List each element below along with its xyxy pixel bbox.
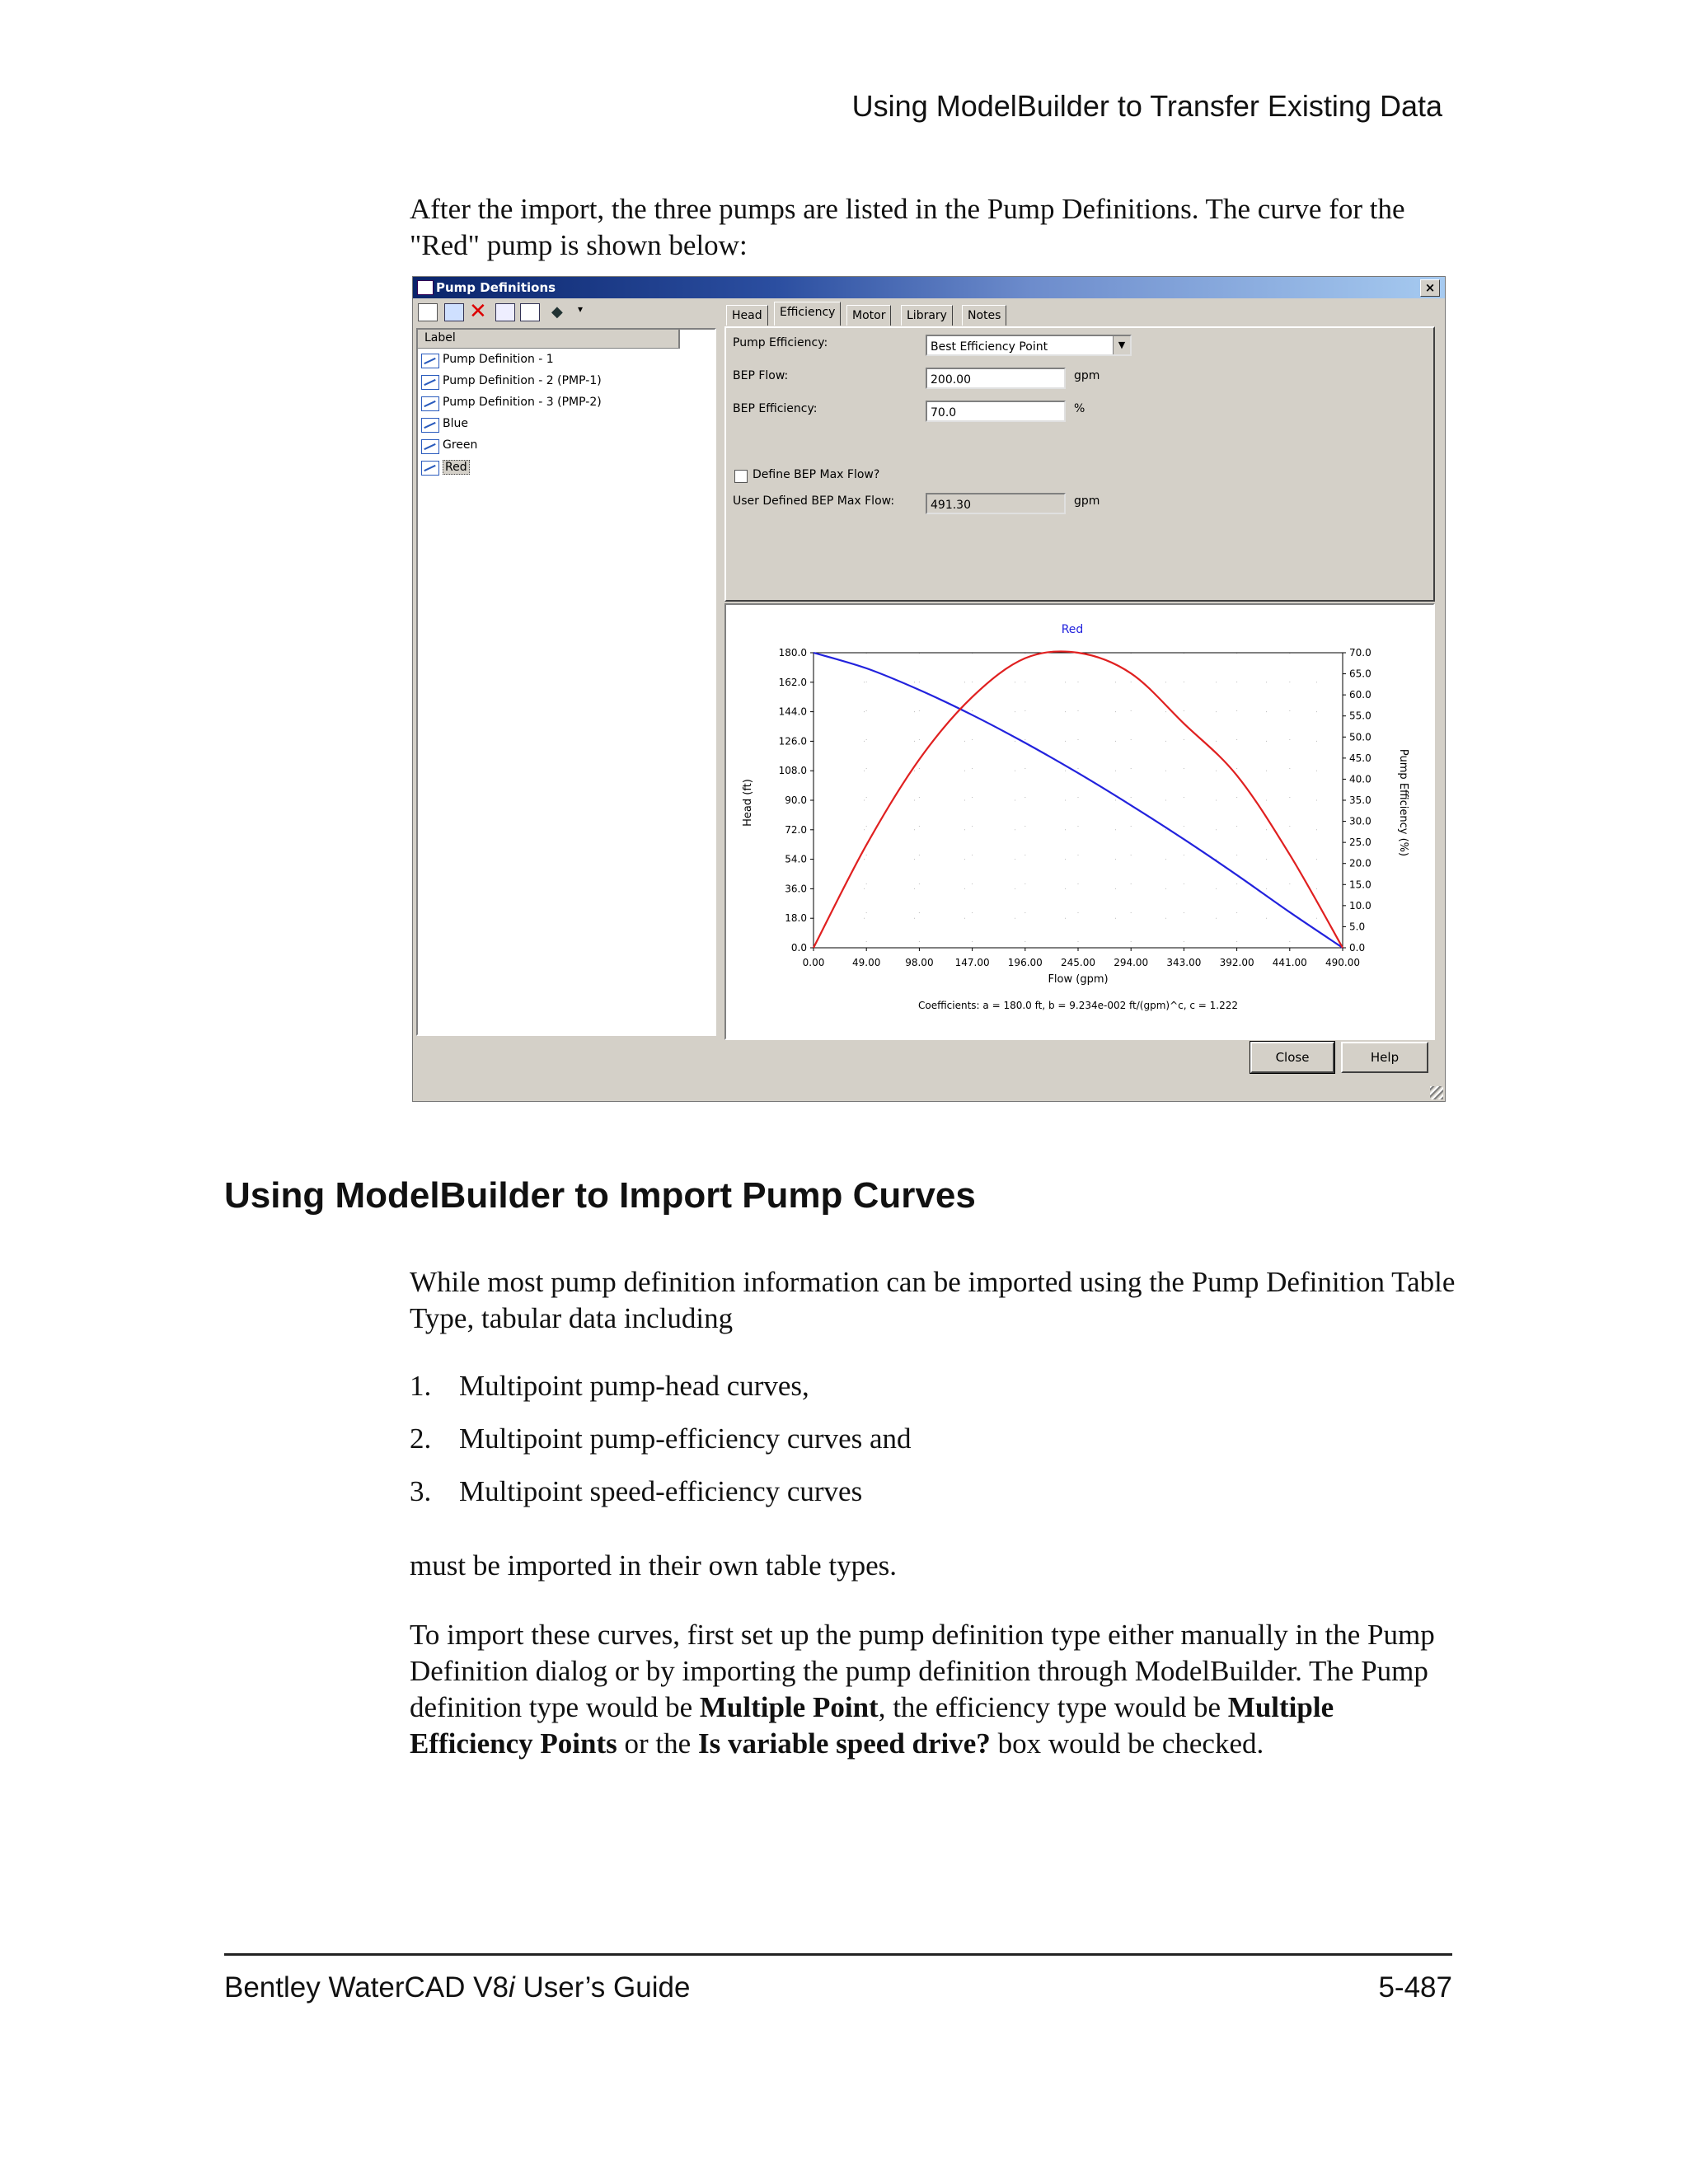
- list-item: [410, 1474, 1456, 1526]
- bep-flow-unit: gpm: [1074, 369, 1100, 382]
- chart-title: Red: [1061, 623, 1084, 636]
- y-tick-label: 0.0: [790, 942, 807, 954]
- list-number: 2.: [410, 1422, 432, 1455]
- close-icon[interactable]: ×: [1420, 279, 1440, 297]
- bep-flow-label: BEP Flow:: [733, 369, 789, 382]
- x-tick-label: 98.00: [905, 957, 934, 968]
- y-tick-label: 126.0: [778, 735, 807, 748]
- y-tick-label: 144.0: [778, 705, 807, 718]
- x-tick-label: 343.00: [1166, 957, 1202, 968]
- y2-tick-label: 55.0: [1349, 710, 1372, 722]
- pump-curve-icon: [421, 461, 439, 476]
- footer-text: Bentley WaterCAD V8: [224, 1971, 509, 2004]
- tab-efficiency[interactable]: Efficiency: [774, 302, 841, 326]
- paragraph-text: To import these curves, first set up the pump definition type either manually in the Pump Definition dialog or by importing the pump definition through ModelBuilder. The Pump definition type would be: [410, 1619, 1435, 1723]
- list-item-label: Pump Definition - 2 (PMP-1): [443, 374, 602, 387]
- y2-tick-label: 15.0: [1349, 879, 1372, 891]
- x-tick-label: 490.00: [1325, 957, 1360, 968]
- pump-curve-icon: [421, 439, 439, 454]
- x-tick-label: 294.00: [1114, 957, 1149, 968]
- x-tick-label: 441.00: [1272, 957, 1307, 968]
- user-max-flow-label: User Defined BEP Max Flow:: [733, 494, 895, 508]
- paragraph: must be imported in their own table types.: [410, 1549, 898, 1582]
- y2-tick-label: 50.0: [1349, 731, 1372, 743]
- y-tick-label: 36.0: [785, 883, 807, 895]
- delete-icon[interactable]: ✕: [469, 299, 487, 324]
- list-item: [410, 1421, 1456, 1474]
- list-text: Multipoint pump-head curves,: [459, 1370, 809, 1402]
- bep-efficiency-field[interactable]: 70.0: [926, 401, 1066, 422]
- list-item-label: Pump Definition - 1: [443, 353, 554, 366]
- pump-curve-chart-pane: [724, 603, 1435, 1040]
- list-item-label: Red: [443, 460, 470, 475]
- define-max-flow-label: Define BEP Max Flow?: [753, 468, 880, 481]
- paragraph-text: box would be checked.: [990, 1727, 1264, 1760]
- list-number: 3.: [410, 1475, 432, 1507]
- y-tick-label: 162.0: [778, 676, 807, 688]
- bep-flow-field[interactable]: 200.00: [926, 368, 1066, 389]
- y2-tick-label: 30.0: [1349, 815, 1372, 827]
- y2-tick-label: 35.0: [1349, 794, 1372, 806]
- x-axis-label: Flow (gpm): [1048, 973, 1109, 986]
- pump-definitions-dialog: [412, 276, 1446, 1102]
- user-max-flow-unit: gpm: [1074, 494, 1100, 508]
- paragraph-text: or the: [617, 1727, 698, 1760]
- resize-grip-icon[interactable]: [1430, 1086, 1443, 1099]
- bep-efficiency-label: BEP Efficiency:: [733, 402, 818, 415]
- numbered-list: [410, 1368, 1456, 1526]
- coefficients-text: Coefficients: a = 180.0 ft, b = 9.234e-002 ft/(gpm)^c, c = 1.222: [917, 1000, 1239, 1011]
- new-icon[interactable]: [418, 303, 438, 321]
- list-number: 1.: [410, 1370, 432, 1402]
- page-number: 5-487: [1378, 1971, 1452, 2004]
- y2-tick-label: 65.0: [1349, 668, 1372, 680]
- list-item-label: Blue: [443, 417, 468, 430]
- toolbar: [413, 300, 718, 325]
- pump-efficiency-value: Best Efficiency Point: [931, 340, 1048, 354]
- pump-efficiency-label: Pump Efficiency:: [733, 336, 828, 349]
- y2-tick-label: 5.0: [1349, 921, 1366, 933]
- footer-title: [224, 1971, 690, 2004]
- paragraph: [410, 1617, 1456, 1762]
- synchronize-icon[interactable]: ◆: [551, 303, 563, 321]
- x-axis-ticks: [803, 948, 1360, 968]
- footer-italic: i: [508, 1971, 515, 2004]
- bold-term: Is variable speed drive?: [697, 1727, 991, 1760]
- dialog-title: Pump Definitions: [436, 280, 556, 295]
- tab-library[interactable]: Library: [901, 305, 953, 326]
- tab-motor[interactable]: Motor: [846, 305, 891, 326]
- close-button[interactable]: Close: [1250, 1042, 1334, 1073]
- y-tick-label: 72.0: [785, 823, 807, 836]
- pump-definitions-icon: [417, 280, 434, 295]
- x-tick-label: 0.00: [802, 957, 825, 968]
- y-tick-label: 108.0: [778, 765, 807, 777]
- series-lines: [814, 651, 1343, 948]
- bep-efficiency-unit: %: [1074, 402, 1085, 415]
- bold-term: Multiple Point: [699, 1691, 879, 1723]
- y2-axis-label: Pump Efficiency (%): [1397, 748, 1409, 857]
- y-axis-label: Head (ft): [742, 779, 754, 827]
- dropdown-arrow-icon[interactable]: ▾: [578, 303, 584, 315]
- y2-tick-label: 70.0: [1349, 647, 1372, 658]
- y2-tick-label: 10.0: [1349, 899, 1372, 912]
- dialog-titlebar: [413, 277, 1445, 298]
- x-tick-label: 196.00: [1007, 957, 1043, 968]
- label-column-title: Label: [424, 331, 456, 344]
- list-item-label: Green: [443, 438, 478, 452]
- pump-curve-icon: [421, 354, 439, 368]
- definition-list: [416, 328, 716, 1036]
- footer-rule: [224, 1953, 1452, 1956]
- help-button[interactable]: Help: [1341, 1042, 1428, 1073]
- footer-text: User’s Guide: [514, 1971, 691, 2004]
- tab-notes[interactable]: Notes: [962, 305, 1006, 326]
- chevron-down-icon[interactable]: ▼: [1113, 336, 1130, 354]
- pump-efficiency-select[interactable]: [926, 335, 1132, 356]
- y-tick-label: 18.0: [785, 912, 807, 925]
- y2-tick-label: 20.0: [1349, 857, 1372, 869]
- bold-term: Multiple Efficiency Points: [410, 1691, 1334, 1760]
- x-tick-label: 49.00: [852, 957, 881, 968]
- y2-tick-label: 45.0: [1349, 752, 1372, 764]
- right-axis-ticks: [1343, 647, 1372, 954]
- define-max-flow-checkbox[interactable]: [734, 470, 748, 483]
- y2-tick-label: 60.0: [1349, 689, 1372, 701]
- list-item-label: Pump Definition - 3 (PMP-2): [443, 396, 602, 409]
- efficiency-curve: [814, 651, 1343, 948]
- left-axis-ticks: [779, 647, 814, 954]
- intro-paragraph: After the import, the three pumps are listed in the Pump Definitions. The curve for the "Red" pump is shown below:: [410, 193, 1405, 261]
- y2-tick-label: 0.0: [1349, 942, 1366, 954]
- tab-strip: [726, 305, 1056, 328]
- report-icon[interactable]: [520, 303, 540, 321]
- user-max-flow-field[interactable]: 491.30: [926, 493, 1066, 514]
- y2-tick-label: 25.0: [1349, 837, 1372, 849]
- copy-icon[interactable]: [444, 303, 464, 321]
- pump-curve-icon: [421, 375, 439, 390]
- y-tick-label: 54.0: [785, 853, 807, 865]
- list-column-header[interactable]: [418, 330, 680, 349]
- pump-curve-icon: [421, 418, 439, 433]
- list-text: Multipoint speed-efficiency curves: [459, 1475, 863, 1507]
- list-item: [410, 1368, 1456, 1421]
- section-heading: Using ModelBuilder to Import Pump Curves: [224, 1175, 976, 1216]
- y-tick-label: 90.0: [785, 794, 807, 806]
- x-tick-label: 245.00: [1061, 957, 1095, 968]
- running-head: Using ModelBuilder to Transfer Existing Data: [851, 89, 1442, 123]
- pump-curve-chart: [726, 605, 1430, 1035]
- paragraph-text: , the efficiency type would be: [878, 1691, 1228, 1723]
- y2-tick-label: 40.0: [1349, 773, 1372, 785]
- paragraph: While most pump definition information can be imported using the Pump Definition Table Type, tabular data including: [410, 1266, 1456, 1334]
- tab-head[interactable]: Head: [726, 305, 768, 326]
- x-tick-label: 392.00: [1219, 957, 1254, 968]
- list-text: Multipoint pump-efficiency curves and: [459, 1422, 912, 1455]
- rename-icon[interactable]: [495, 303, 515, 321]
- pump-curve-icon: [421, 396, 439, 411]
- efficiency-panel: [724, 326, 1435, 602]
- y-tick-label: 180.0: [778, 647, 807, 658]
- x-tick-label: 147.00: [954, 957, 990, 968]
